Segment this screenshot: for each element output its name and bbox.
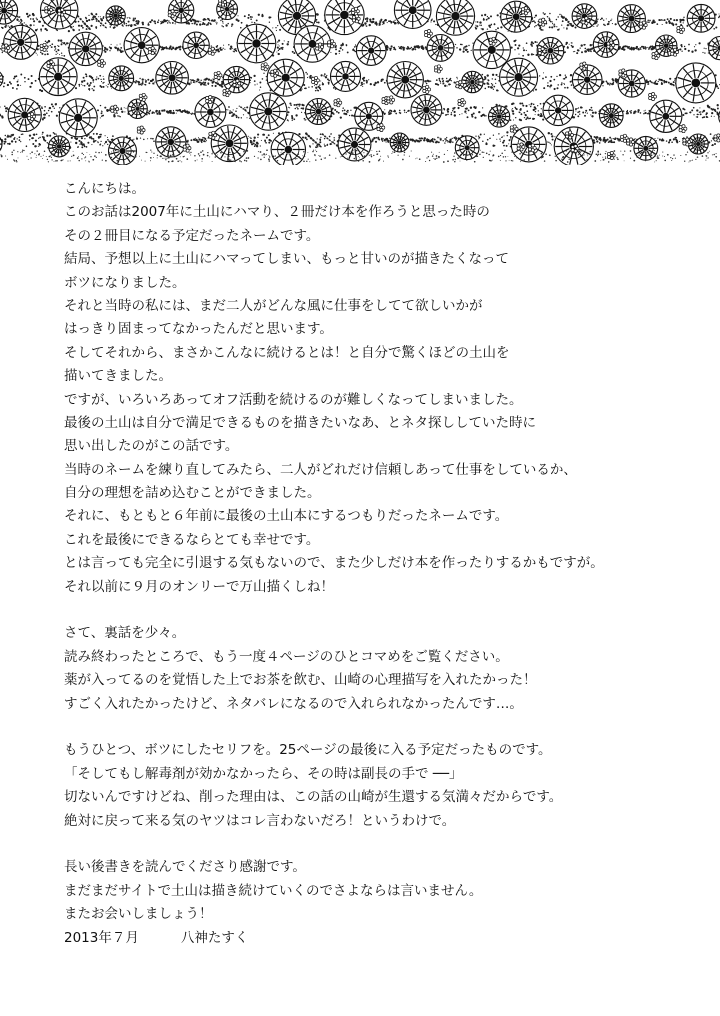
text-line: はっきり固まってなかったんだと思います。	[64, 321, 333, 338]
signature-author: 八神たすく	[180, 929, 249, 946]
text-line: その２冊目になる予定だったネームです。	[64, 227, 320, 244]
text-line: 絶対に戻って来る気のヤツはコレ言わないだろ！というわけで。	[64, 812, 456, 829]
text-line: 切ないんですけどね、削った理由は、この話の山崎が生還する気満々だからです。	[64, 789, 563, 806]
text-line: まだまだサイトで土山は描き続けていくのでさよならは言いません。	[64, 882, 483, 899]
floral-cloud-pattern-icon	[0, 0, 720, 165]
text-line: すごく入れたかったけど、ネタバレになるので入れられなかったんです…。	[64, 695, 523, 712]
paragraph-spacer	[64, 716, 684, 739]
text-line: 当時のネームを練り直してみたら、二人がどれだけ信頼しあって仕事をしているか、	[64, 461, 577, 478]
signature-date: 2013年７月	[64, 929, 139, 946]
paragraph-spacer	[64, 599, 684, 622]
text-line: それと当時の私には、まだ二人がどんな風に仕事をしてて欲しいかが	[64, 297, 483, 314]
afterword-text	[64, 178, 684, 950]
text-line: とは言っても完全に引退する気もないので、また少しだけ本を作ったりするかもですが。	[64, 555, 604, 572]
text-line: 薬が入ってるのを覚悟した上でお茶を飲む、山崎の心理描写を入れたかった！	[64, 672, 537, 689]
text-line: ボツになりました。	[64, 274, 186, 291]
text-line: ですが、いろいろあってオフ活動を続けるのが難しくなってしまいました。	[64, 391, 523, 408]
text-line: それに、もともと６年前に最後の土山本にするつもりだったネームです。	[64, 508, 509, 525]
text-line: 長い後書きを読んでくださり感謝です。	[64, 859, 306, 876]
text-line: こんにちは。	[64, 181, 145, 197]
signature-line	[64, 927, 684, 950]
text-line: これを最後にできるならとても幸せです。	[64, 531, 320, 548]
text-line: このお話は2007年に土山にハマり、２冊だけ本を作ろうと思った時の	[64, 204, 490, 221]
text-line: またお会いしましょう！	[64, 906, 213, 923]
text-line: それ以前に９月のオンリーで万山描くしね！	[64, 578, 334, 595]
text-line: 読み終わったところで、もう一度４ページのひとコマめをご覧ください。	[64, 648, 509, 665]
text-line: 思い出したのがこの話です。	[64, 438, 239, 455]
text-line: 描いてきました。	[64, 368, 172, 385]
text-line: さて、裏話を少々。	[64, 625, 186, 642]
text-line: もうひとつ、ボツにしたセリフを。25ページの最後に入る予定だったものです。	[64, 742, 552, 759]
text-line: 結局、予想以上に土山にハマってしまい、もっと甘いのが描きたくなって	[64, 251, 509, 268]
paragraph-spacer	[64, 833, 684, 856]
text-line: 自分の理想を詰め込むことができました。	[64, 485, 321, 502]
text-line: 最後の土山は自分で満足できるものを描きたいなあ、とネタ探ししていた時に	[64, 414, 536, 431]
text-line: そしてそれから、まさかこんなに続けるとは！と自分で驚くほどの土山を	[64, 344, 510, 361]
text-line: 「そしてもし解毒剤が効かなかったら、その時は副長の手で ──」	[64, 765, 463, 782]
floral-cloud-pattern-banner	[0, 0, 720, 165]
